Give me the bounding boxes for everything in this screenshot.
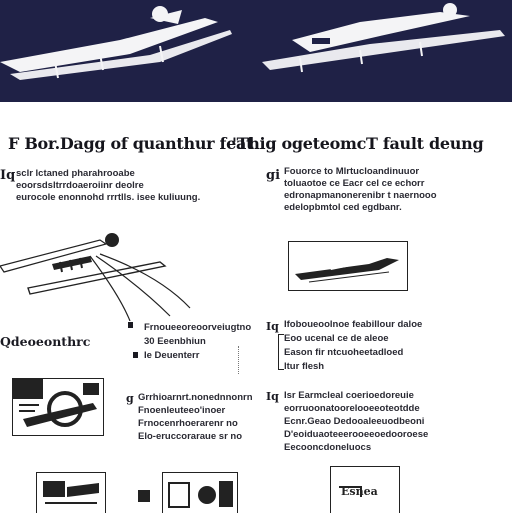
col2-line: toluaotoe ce Eacr cel ce echorr	[284, 178, 425, 189]
banner-skis-illustration	[0, 0, 512, 102]
boat-icon	[289, 242, 407, 290]
top-banner	[0, 0, 512, 102]
bottom-box-label: Esnea	[341, 485, 378, 498]
mid-left-line: 30 Eeenbhiun	[144, 336, 206, 347]
bullet-marker	[128, 322, 133, 328]
bottom-photo-box-3	[330, 466, 400, 513]
low-left-line: Frnocenrhoerarenr no	[138, 418, 238, 429]
headline-right: 'Thig ogeteomcT fault deung	[232, 134, 484, 153]
col1-number: Iq	[0, 168, 16, 183]
bottom-photo-box-2	[162, 472, 238, 513]
mid-right-line: Eoo ucenal ce de aleoe	[284, 333, 389, 344]
boat-illustration-box	[288, 241, 408, 291]
low-right-line: eorruoonatoorelooeeoteotdde	[284, 403, 420, 414]
low-left-line: Fnoenleuteeo'inoer	[138, 405, 226, 416]
mid-right-line: ltur flesh	[284, 361, 325, 372]
col1-line: eurocole enonnohd rrrtlls. isee kuliuung.	[16, 192, 201, 203]
section-heading-left: Qdeoeonthrc	[0, 334, 91, 349]
mid-right-number: Iq	[266, 320, 279, 333]
low-right-line: D'eoiduaoteeerooeeoedooroese	[284, 429, 429, 440]
binding-mechanism-icon	[13, 379, 103, 435]
low-left-text	[138, 391, 253, 443]
machine-icon	[163, 473, 237, 513]
equipment-icon	[37, 473, 105, 513]
bullet-marker	[133, 352, 138, 358]
mid-left-line: Frnoueeoreoorveiugtno	[144, 322, 252, 333]
headline-left: F Bor.Dagg of quanthur feat	[8, 134, 254, 153]
low-right-line: Eecooncdoneluocs	[284, 442, 372, 453]
col2-number: gi	[266, 168, 281, 183]
col1-line: sclr lctaned pharahrooabe	[16, 168, 135, 179]
low-right-text	[284, 389, 428, 454]
mid-right-line: Ifoboueoolnoe feabillour daloe	[284, 319, 423, 330]
col1-line: eoorsdsltrrdoaeroiinr deolre	[16, 180, 144, 191]
col2-line: edelopbmtol ced egdbanr.	[284, 202, 402, 213]
mid-left-text	[144, 321, 251, 363]
low-left-line: Elo-eruccoraraue sr no	[138, 431, 243, 442]
low-right-line: Ecnr.Geao Dedooaleeuodbeoni	[284, 416, 425, 427]
col2-line: edronapmanonerenibr t naernooo	[284, 190, 437, 201]
col1-paragraph	[16, 168, 200, 204]
bottom-photo-box-1	[36, 472, 106, 513]
low-right-number: Iq	[266, 390, 279, 403]
low-left-line: Grrhioarnrt.nonednnonrn	[138, 392, 253, 403]
binding-photo-box	[12, 378, 104, 436]
square-bullet	[138, 490, 150, 502]
col2-line: Fouorce to Mlrtucloandinuuor	[284, 166, 420, 177]
mid-left-line: Ie Deuenterr	[144, 350, 200, 361]
low-right-line: Isr Earmcleal coerioedoreuie	[284, 390, 414, 401]
ski-binding-diagram	[0, 226, 230, 321]
mid-right-text	[284, 318, 422, 374]
mid-right-line: Eason fir ntcuoheetadloed	[284, 347, 404, 358]
low-left-number: g	[126, 392, 134, 405]
col2-paragraph	[284, 166, 437, 214]
dotted-divider	[238, 346, 240, 374]
